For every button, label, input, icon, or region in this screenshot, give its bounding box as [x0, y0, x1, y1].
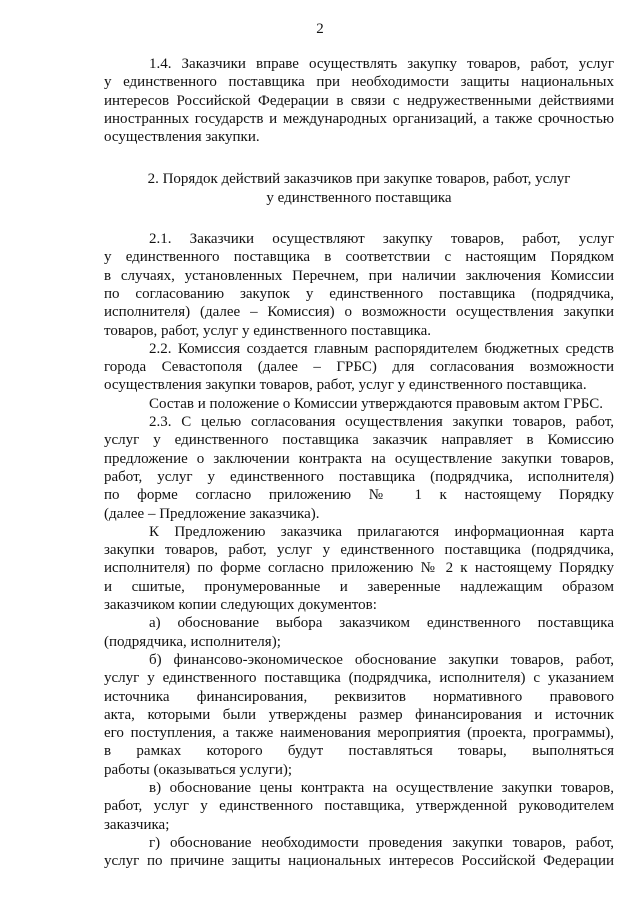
text-line: в рамках которого будут поставляться товары, выполняться — [104, 743, 614, 760]
text-line: по форме согласно приложению № 1 к настоящему Порядку — [104, 487, 614, 504]
text-line: работ, услуг у единственного поставщика (подрядчика, исполнителя) — [104, 468, 614, 485]
document-body — [104, 55, 614, 870]
paragraph-commission — [104, 395, 614, 413]
text-line: предложение о заключении контракта на осуществление закупки товаров, — [104, 450, 614, 467]
text-line: 1.4. Заказчики вправе осуществлять закупку товаров, работ, услуг — [149, 56, 614, 72]
text-line: у единственного поставщика при необходимости защиты национальных — [104, 74, 614, 91]
text-line: (подрядчика, исполнителя); — [104, 633, 281, 650]
text-line: иностранных государств и международных организаций, а также срочностью — [104, 110, 614, 127]
text-line: источника финансирования, реквизитов нормативного правового — [104, 688, 614, 705]
paragraph-2-1 — [104, 230, 614, 340]
text-line: товаров, работ, услуг у единственного поставщика. — [104, 322, 431, 339]
heading-line: у единственного поставщика — [266, 189, 452, 206]
text-line: услуг у единственного поставщика (подрядчика, исполнителя) с указанием — [104, 670, 614, 687]
paragraph-attachments — [104, 523, 614, 614]
paragraph-2-2 — [104, 340, 614, 395]
section-heading — [104, 170, 614, 207]
text-line: города Севастополя (далее – ГРБС) для согласования возможности — [104, 359, 614, 376]
list-item-a — [104, 614, 614, 651]
text-line: работ, услуг у единственного поставщика, утвержденной руководителем — [104, 798, 614, 815]
text-line: и сшитые, пронумерованные и заверенные надлежащим образом — [104, 578, 614, 595]
text-line: в случаях, установленных Перечнем, при наличии заключения Комиссии — [104, 267, 614, 284]
text-line: г) обоснование необходимости проведения закупки товаров, работ, — [149, 834, 614, 851]
page-number: 2 — [316, 21, 324, 37]
text-line: заказчиком копии следующих документов: — [104, 597, 377, 614]
text-line: а) обоснование выбора заказчиком единственного поставщика — [149, 615, 614, 632]
text-line: 2.3. С целью согласования осуществления закупки товаров, работ, — [149, 414, 614, 431]
text-line: работы (оказываться услуги); — [104, 761, 293, 778]
text-line: (далее – Предложение заказчика). — [104, 505, 320, 522]
text-line: исполнителя) (далее – Комиссия) о возможности осуществления закупки — [104, 304, 614, 321]
text-line: акта, которыми были утверждены размер финансирования и источник — [104, 706, 614, 723]
text-line: в) обоснование цены контракта на осуществление закупки товаров, — [149, 779, 614, 796]
text-line: осуществления закупки товаров, работ, услуг у единственного поставщика. — [104, 377, 587, 394]
list-item-b — [104, 651, 614, 779]
paragraph-1-4 — [104, 55, 614, 146]
text-line: осуществления закупки. — [104, 129, 260, 146]
text-line: интересов Российской Федерации в связи с недружественными действиями — [104, 92, 614, 109]
text-line: б) финансово-экономическое обоснование закупки товаров, работ, — [149, 651, 614, 668]
paragraph-2-3 — [104, 413, 614, 523]
list-item-g — [104, 834, 614, 871]
text-line: заказчика; — [104, 816, 170, 833]
text-line: у единственного поставщика в соответствии с настоящим Порядком — [104, 249, 614, 266]
text-line: Состав и положение о Комиссии утверждаются правовым актом ГРБС. — [149, 395, 603, 412]
text-line: К Предложению заказчика прилагаются информационная карта — [149, 523, 614, 540]
text-line: по согласованию закупок у единственного поставщика (подрядчика, — [104, 285, 614, 302]
text-line: исполнителя) по форме согласно приложению № 2 к настоящему Порядку — [104, 560, 614, 577]
text-line: услуг у единственного поставщика заказчик направляет в Комиссию — [104, 432, 614, 449]
text-line: 2.2. Комиссия создается главным распорядителем бюджетных средств — [149, 340, 614, 357]
heading-line: 2. Порядок действий заказчиков при закупке товаров, работ, услуг — [147, 171, 571, 188]
text-line: услуг по причине защиты национальных интересов Российской Федерации — [104, 853, 614, 870]
text-line: 2.1. Заказчики осуществляют закупку товаров, работ, услуг — [149, 231, 614, 248]
list-item-v — [104, 779, 614, 834]
text-line: его поступления, а также наименования мероприятия (проекта, программы), — [104, 725, 614, 742]
text-line: закупки товаров, работ, услуг у единственного поставщика (подрядчика, — [104, 542, 614, 559]
